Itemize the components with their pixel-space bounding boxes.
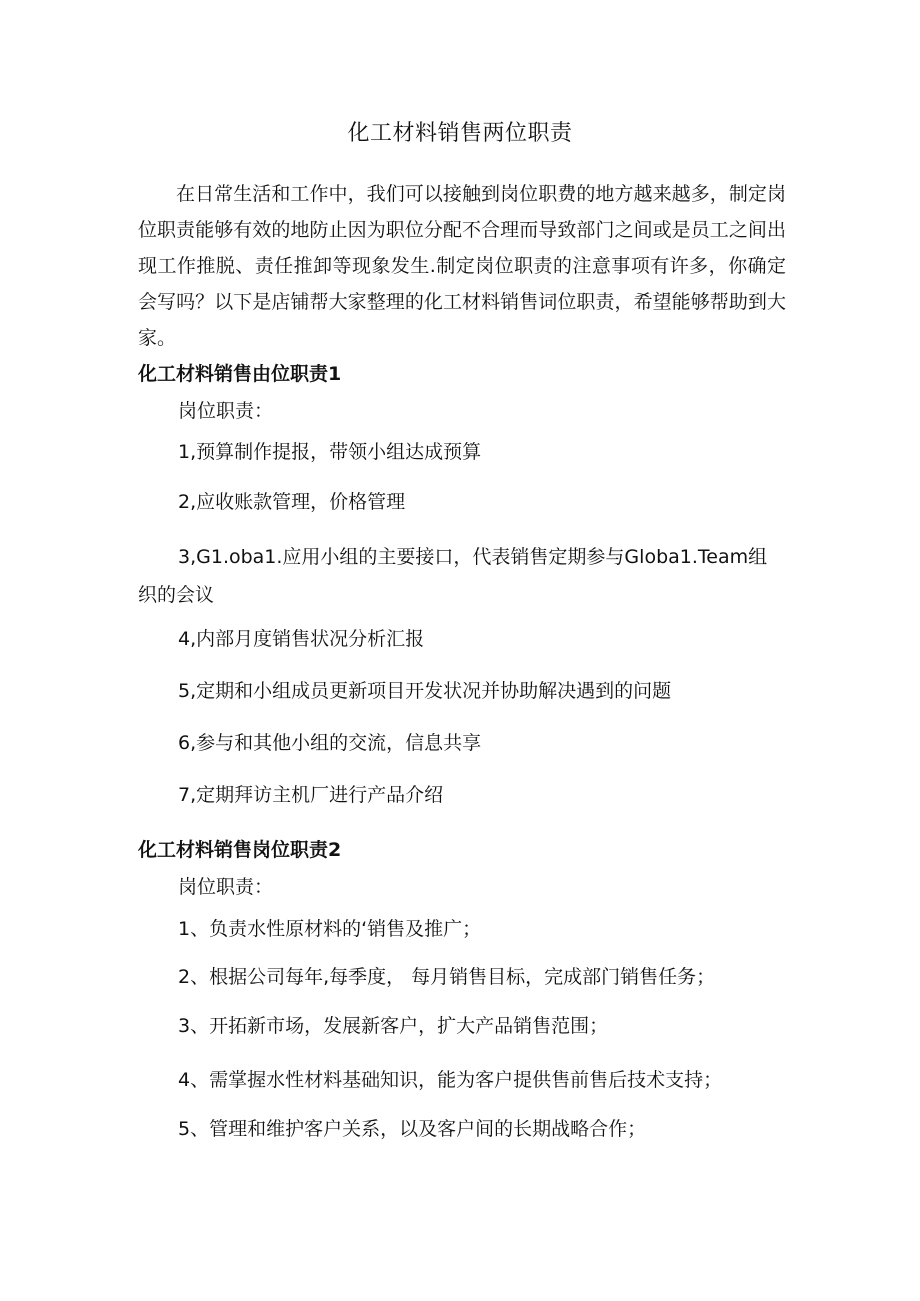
section-heading-1: 化工材料销售由位职责1 xyxy=(138,363,342,385)
section-1-label: 岗位职责： xyxy=(178,400,274,422)
intro-paragraph: 在日常生活和工作中，我们可以接触到岗位职费的地方越来越多，制定岗位职责能够有效的地防止因为职位分配不合理而导致部门之间或是员工之间出现工作推脱、责任推卸等现象发生.制定岗位职责的注意事项有许多，你确定会写吗？以下是店铺帮大家整理的化工材料销售词位职责，希望能够帮助到大家。 xyxy=(138,183,786,349)
section-1-item-6: 6,参与和其他小组的交流，信息共享 xyxy=(178,732,482,754)
section-2-item-2: 2、根据公司每年,每季度， 每月销售目标，完成部门销售任务； xyxy=(178,966,716,988)
section-2-item-4: 4、需掌握水性材料基础知识，能为客户提供售前售后技术支持； xyxy=(178,1069,723,1091)
section-2-item-1: 1、负责水性原材料的‘销售及推广； xyxy=(178,918,482,940)
section-1-item-2: 2,应收账款管理，价格管理 xyxy=(178,491,406,513)
document-title: 化工材料销售两位职责 xyxy=(347,121,573,146)
section-1-item-5: 5,定期和小组成员更新项目开发状况并协助解决遇到的问题 xyxy=(178,680,672,702)
section-heading-2: 化工材料销售岗位职责2 xyxy=(138,839,342,861)
section-1-item-3: 3,G1.oba1.应用小组的主要接口，代表销售定期参与Globa1.Team组织的会议 xyxy=(138,546,768,606)
section-1-item-4: 4,内部月度销售状况分析汇报 xyxy=(178,628,425,650)
section-1-item-7: 7,定期拜访主机厂进行产品介绍 xyxy=(178,784,444,806)
section-1-item-1: 1,预算制作提报，带领小组达成预算 xyxy=(178,441,482,463)
section-2-item-5: 5、管理和维护客户关系，以及客户间的长期战略合作； xyxy=(178,1118,647,1140)
section-2-label: 岗位职责： xyxy=(178,876,274,898)
section-2-item-3: 3、开拓新市场，发展新客户，扩大产品销售范围； xyxy=(178,1015,609,1037)
